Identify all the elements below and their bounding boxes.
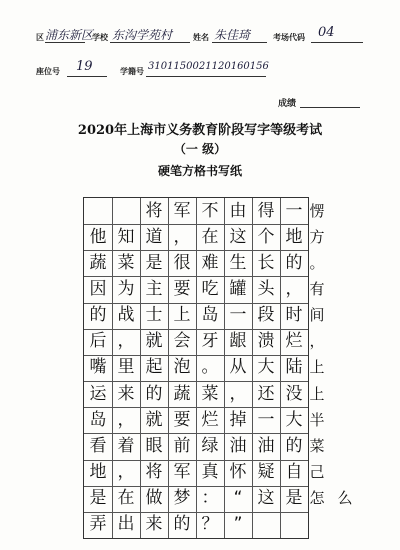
student-id-underline: [146, 76, 266, 77]
grid-cell: 上: [173, 305, 191, 326]
grid-cell: 他: [89, 226, 107, 247]
grid-cell: 道: [145, 226, 163, 247]
student-id-value: 3101150021120160156: [148, 61, 269, 72]
grid-cell: 陆: [285, 357, 303, 378]
grid-cell: “: [233, 488, 243, 509]
exam-site-value: 04: [318, 25, 335, 40]
grid-row: [84, 512, 308, 538]
school-value: 东沟学苑村: [112, 28, 173, 42]
grid-cell: 里: [117, 357, 135, 378]
grid-cell: ，: [173, 226, 191, 247]
score-row: [0, 90, 400, 110]
grid-cell: 是: [89, 488, 107, 509]
grid-row: [84, 433, 325, 459]
grid-cell: 运: [89, 383, 107, 404]
grid-cell: 的: [145, 383, 163, 404]
grid-cell: 知: [117, 226, 135, 247]
grid-cell: 有: [309, 280, 325, 299]
grid-cell: 要: [173, 279, 191, 300]
grid-row: [84, 329, 325, 355]
grid-cell: 间: [309, 306, 325, 325]
grid-cell: 牙: [201, 331, 219, 352]
grid-row: [84, 486, 353, 512]
grid-cell: 罐: [229, 279, 247, 300]
grid-cell: 由: [229, 200, 247, 221]
grid-cell: 掉: [229, 409, 247, 430]
exam-site-label: 考场代码: [273, 33, 305, 42]
grid-cell: 来: [117, 383, 135, 404]
grid-cell: 蔬: [173, 383, 191, 404]
grid-cell: 来: [145, 514, 163, 535]
grid-cell: 前: [173, 435, 191, 456]
grid-cell: 烂: [201, 409, 219, 430]
grid-cell: 怀: [229, 462, 247, 483]
exam-level: （一 级）: [173, 142, 227, 156]
grid-cell: 一: [285, 200, 303, 221]
grid-cell: ？: [201, 514, 219, 535]
grid-cell: 因: [89, 279, 107, 300]
grid-cell: 的: [285, 435, 303, 456]
seat-value: 19: [76, 59, 93, 74]
grid-cell: 岛: [89, 409, 107, 430]
grid-cell: 要: [173, 409, 191, 430]
grid-cell: 这: [229, 226, 247, 247]
grid-cell: 嘴: [89, 357, 107, 378]
grid-cell: 难: [201, 252, 219, 273]
grid-cell: 龈: [229, 331, 247, 352]
grid-cell: 真: [201, 462, 219, 483]
grid-cell: 后: [89, 331, 107, 352]
grid-cell: 上: [309, 384, 325, 403]
grid-cell: 士: [145, 305, 163, 326]
grid-cell: 战: [117, 305, 135, 326]
grid-cell: ，: [309, 332, 325, 351]
grid-cell: 地: [285, 226, 303, 247]
grid-cell: 疑: [257, 462, 275, 483]
grid-cell: 上: [309, 358, 325, 377]
name-value: 朱佳琦: [214, 28, 251, 42]
grid-cell: 吃: [201, 279, 219, 300]
sheet-title: 硬笔方格书写纸: [157, 164, 242, 178]
header-row-1: [0, 26, 400, 46]
grid-cell: 从: [229, 357, 247, 378]
grid-cell: 得: [257, 200, 275, 221]
district-label: 区: [36, 33, 44, 42]
grid-cell: 油: [257, 435, 275, 456]
grid-cell: [112, 198, 140, 224]
seat-underline: [67, 76, 107, 77]
grid-row: [84, 381, 325, 407]
school-label: 学校: [92, 33, 108, 42]
name-label: 姓名: [193, 33, 209, 42]
seat-label: 座位号: [36, 67, 60, 76]
grid-cell: ，: [229, 383, 247, 404]
grid-cell: 眼: [145, 435, 163, 456]
grid-cell: 么: [337, 489, 353, 508]
grid-cell: 生: [229, 252, 247, 273]
grid-cell: 军: [173, 462, 191, 483]
grid-cell: 没: [285, 383, 303, 404]
grid-cell: 菜: [117, 252, 135, 273]
grid-row: [84, 460, 325, 486]
grid-cell: 为: [117, 279, 135, 300]
grid-cell: 泡: [173, 357, 191, 378]
grid-cell: 。: [201, 357, 219, 378]
grid-cell: 看: [89, 435, 107, 456]
grid-cell: 一: [257, 409, 275, 430]
grid-cell: 军: [173, 200, 191, 221]
grid-cell: ，: [117, 331, 135, 352]
grid-cell: 个: [257, 226, 275, 247]
grid-row: [84, 355, 325, 381]
grid-cell: 将: [145, 462, 163, 483]
grid-cell: 。: [309, 253, 325, 272]
grid-cell: 菜: [309, 436, 325, 455]
grid-cell: 一: [229, 305, 247, 326]
grid-cell: 长: [257, 252, 275, 273]
grid-cell: 溃: [257, 331, 275, 352]
grid-row: [84, 224, 325, 250]
grid-cell: 出: [117, 514, 135, 535]
grid-cell: ：: [201, 488, 219, 509]
grid-cell: 梦: [173, 488, 191, 509]
grid-cell: 是: [285, 488, 303, 509]
grid-cell: 蔬: [89, 252, 107, 273]
grid-cell: 在: [201, 226, 219, 247]
grid-row: [84, 198, 325, 224]
grid-cell: 自: [285, 462, 303, 483]
grid-cell: 弄: [89, 514, 107, 535]
grid-cell: 起: [145, 357, 163, 378]
grid-cell: 油: [229, 435, 247, 456]
grid-cell: 就: [145, 331, 163, 352]
grid-cell: 的: [285, 252, 303, 273]
district-underline: [45, 42, 85, 43]
grid-cell: 时: [285, 305, 303, 326]
grid-row: [84, 276, 325, 302]
grid-row: [84, 407, 325, 433]
grid-cell: 是: [145, 252, 163, 273]
grid-cell: [252, 512, 280, 538]
grid-cell: 很: [173, 252, 191, 273]
grid-cell: 在: [117, 488, 135, 509]
grid-cell: 的: [173, 514, 191, 535]
grid-row: [84, 250, 325, 276]
grid-cell: 还: [257, 383, 275, 404]
grid-cell: 主: [145, 279, 163, 300]
exam-site-underline: [311, 42, 363, 43]
grid-cell: 着: [117, 435, 135, 456]
grid-cell: 这: [257, 488, 275, 509]
grid-cell: 段: [257, 305, 275, 326]
grid-cell: ，: [117, 409, 135, 430]
grid-cell: [84, 198, 112, 224]
grid-cell: 做: [145, 488, 163, 509]
district-value: 浦东新区: [45, 28, 94, 42]
grid-cell: 愣: [309, 201, 325, 220]
grid-cell: 半: [309, 410, 325, 429]
grid-cell: 头: [257, 279, 275, 300]
student-id-label: 学籍号: [120, 67, 144, 76]
grid-cell: 己: [309, 463, 325, 482]
grid-cell: 大: [257, 357, 275, 378]
grid-cell: 绿: [201, 435, 219, 456]
grid-cell: ，: [117, 462, 135, 483]
grid-cell: 大: [285, 409, 303, 430]
grid-cell: 怎: [309, 489, 325, 508]
writing-grid: [83, 197, 353, 539]
grid-cell: ”: [233, 514, 243, 535]
grid-cell: 方: [309, 227, 325, 246]
grid-row: [84, 303, 325, 329]
grid-cell: 就: [145, 409, 163, 430]
grid-cell: [280, 512, 308, 538]
score-underline: [300, 107, 360, 108]
grid-cell: 地: [89, 462, 107, 483]
school-underline: [110, 42, 190, 43]
grid-cell: 烂: [285, 331, 303, 352]
grid-cell: ，: [285, 279, 303, 300]
header-row-2: [0, 60, 400, 80]
grid-cell: 的: [89, 305, 107, 326]
grid-cell: 将: [145, 200, 163, 221]
exam-title: 2020年上海市义务教育阶段写字等级考试: [77, 123, 323, 138]
grid-cell: 不: [201, 200, 219, 221]
grid-cell: 岛: [201, 305, 219, 326]
name-underline: [212, 42, 267, 43]
grid-cell: 菜: [201, 383, 219, 404]
grid-cell: 会: [173, 331, 191, 352]
score-label: 成绩: [278, 99, 297, 109]
